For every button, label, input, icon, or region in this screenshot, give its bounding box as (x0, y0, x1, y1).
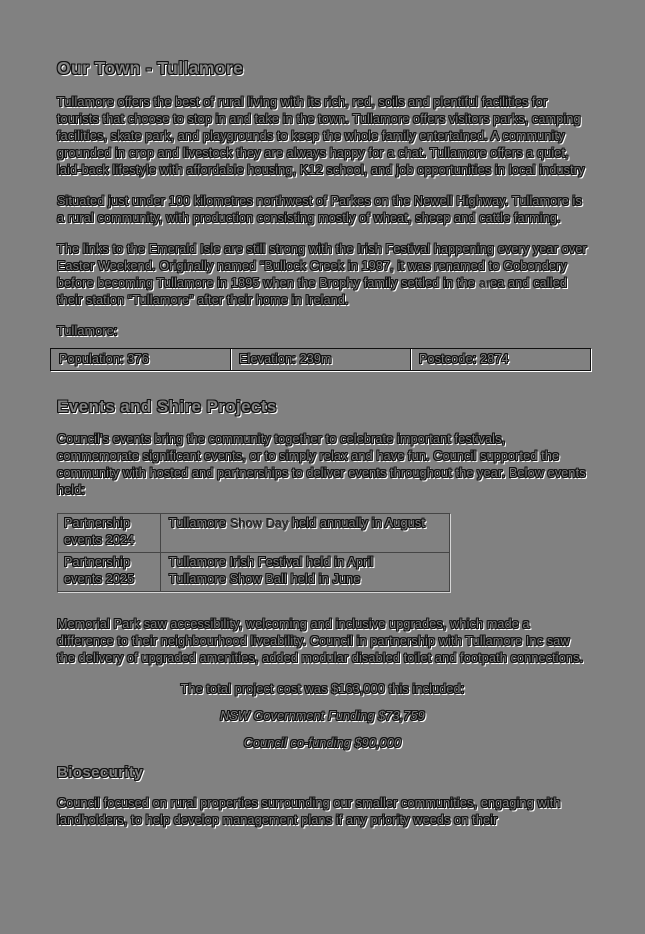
funding-line: Council co-funding $90,000 (243, 736, 402, 750)
population-cell: Population: 376 (51, 349, 231, 370)
events-table (57, 513, 450, 592)
history-text-pre: The links to the Emerald Isle are still strong with the Irish Festival happening every year over Easter Weekend. Originally named “Bullock Creek in 1987, it was renamed to Gobondery before becoming Tullamore in 1895 when the Brophy family settled in the (57, 242, 587, 290)
page-title: Our Town - Tullamore (57, 58, 244, 78)
row-label: Partnership events 2025 (58, 553, 161, 591)
town-stats-table (50, 348, 591, 371)
elevation-cell: Elevation: 239m (231, 349, 411, 370)
event-text-dark: Show Day (229, 516, 289, 530)
history-text-post: ea and called their station “Tullamore” after their home in Ireland. (57, 276, 568, 307)
event-text-post: held annually in August (288, 516, 426, 530)
town-history-paragraph (57, 241, 588, 309)
events-intro-paragraph: Council's events bring the community together to celebrate important festivals, commemorate significant events, or to simply relax and have fun. Council supported the community with hosted and partnerships to deliver events throughout the year. Below events held: (57, 432, 586, 497)
town-intro-paragraph: Tullamore offers the best of rural living with its rich, red, soils and plentiful facilities for tourists that choose to stop in and take in the town. Tullamore offers visitors parks, camping facilities, skate park, and playgrounds to keep the whole family entertained. A community grounded in crop and livestock they are always happy for a chat. Tullamore offers a quiet, laid-back lifestyle with affordable housing, K12 school, and job opportunities in local industry (57, 95, 585, 177)
stats-label: Tullamore: (57, 324, 118, 338)
table-row (58, 514, 449, 552)
postcode-cell: Postcode: 2874 (419, 352, 509, 366)
event-line: Tullamore Show Ball held in June (169, 572, 361, 586)
memorial-park-paragraph: Memorial Park saw accessibility, welcoming and inclusive upgrades, which made a difference to their neighbourhood liveability. Council in partnership with Tullamore Inc saw the delivery of upgraded amenities, added modular disabled toilet and footpath connections. (57, 617, 584, 665)
town-location-paragraph: Situated just under 100 kilometres northwest of Parkes on the Newell Highway. Tullamore is a rural community, with production consisting mostly of wheat, sheep and cattle farming. (57, 194, 582, 225)
event-text-pre: Tullamore (169, 516, 230, 530)
row-label: Partnership events 2024 (58, 514, 161, 552)
biosecurity-paragraph: Council focused on rural properties surrounding our smaller communities, engaging with landholders, to help develop management plans if any priority weeds on their (57, 796, 561, 827)
project-cost-line: The total project cost was $163,000 this included: (180, 682, 465, 696)
event-line: Tullamore Irish Festival held in April (169, 555, 374, 569)
row-content (161, 514, 449, 552)
biosecurity-section-heading: Biosecurity (57, 764, 144, 781)
history-text-dark: ar (478, 276, 491, 290)
funding-line: NSW Government Funding $73,759 (220, 709, 425, 723)
events-section-heading: Events and Shire Projects (57, 397, 277, 416)
row-content (161, 553, 449, 591)
table-row (58, 552, 449, 591)
